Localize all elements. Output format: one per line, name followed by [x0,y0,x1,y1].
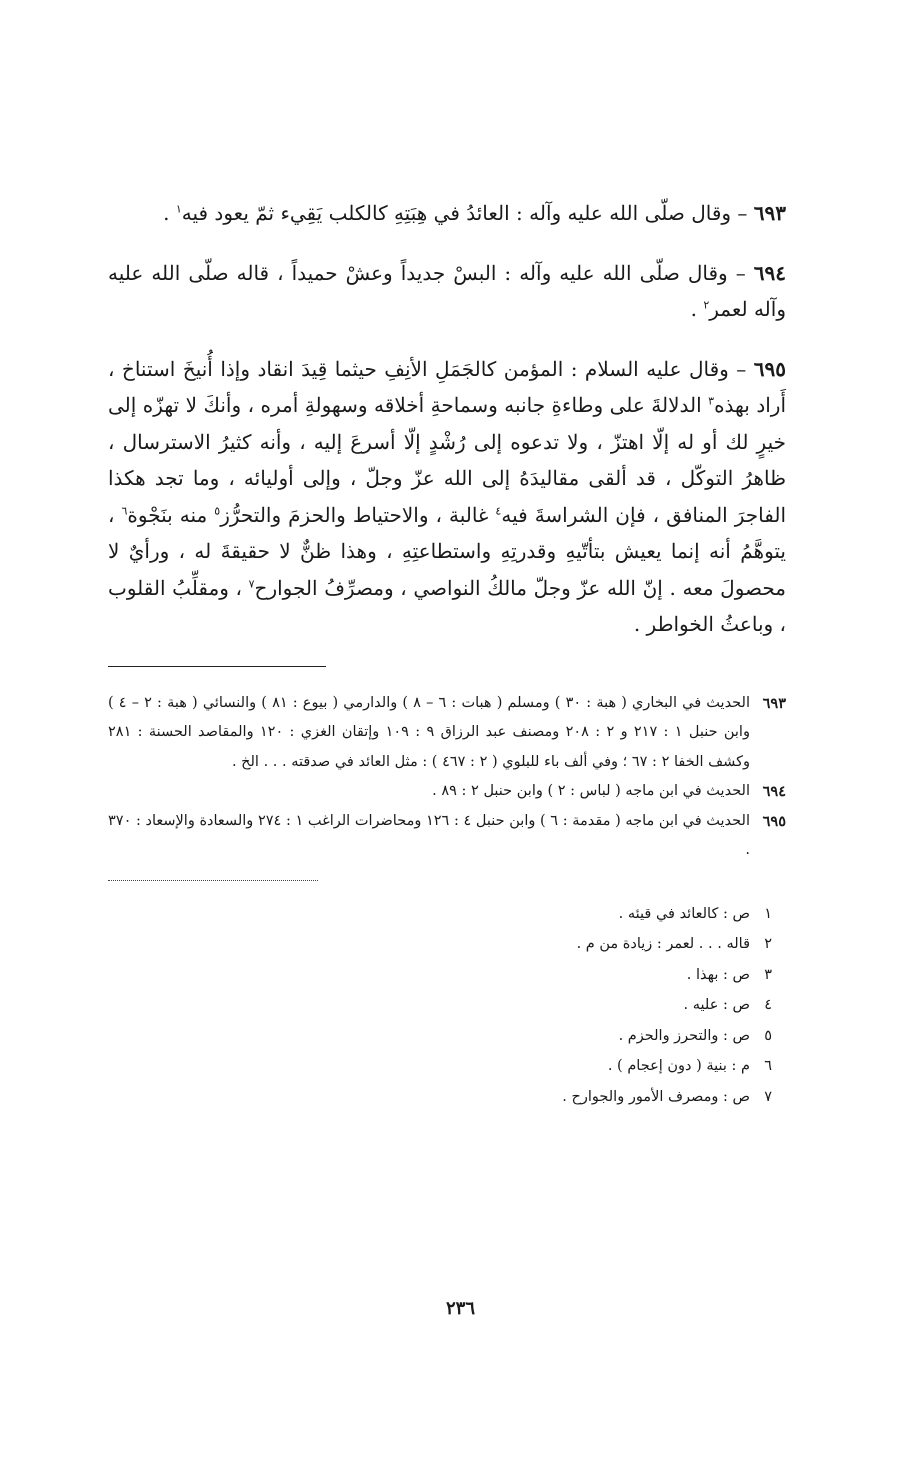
footnote-mark: ٣ [708,394,715,408]
note-number: ٥ [764,1027,772,1044]
reference-item [108,777,786,807]
note-number: ٢ [764,936,772,952]
note-text: ص : كالعائد في قيئه . [618,905,750,922]
hadith-text: وقال صلّى الله عليه وآله : العائدُ في هِبَتِهِ كالكلب يَقِيء ثمّ يعود فيه [181,201,732,225]
hadith-entry-695 [108,351,786,643]
footnote-mark: ٢ [703,298,710,312]
note-item [108,1082,786,1113]
hadith-dash: – [728,356,754,381]
note-item [108,1021,786,1052]
note-item [108,1051,786,1082]
hadith-number: ٦٩٣ [753,201,786,225]
reference-text: الحديث في البخاري ( هبة : ٣٠ ) ومسلم ( هبات : ٦ – ٨ ) والدارمي ( بيوع : ٨١ ) والنسائي ( هبة : ٢ – ٤ ) وابن حنبل ١ : ٢١٧ و ٢ : ٢٠٨ ومصنف عبد الرزاق ٩ : ١٠٩ وإتقان الغزي : ١٢٠ والمقاصد الحسنة : ٢٨١ وكشف الخفا ٢ : ٦٧ ؛ وفي ألف باء للبلوي ( ٢ : ٤٦٧ ) : مثل العائد في صدقته . . . الخ . [108,694,750,770]
note-text: ص : ومصرف الأمور والجوارح . [562,1088,750,1105]
page-body [108,195,786,1112]
hadith-text: غالبة ، والاحتياط والحزمَ والتحرُّز [220,502,496,527]
footnote-mark: ٤ [495,503,502,517]
note-number: ١ [764,905,772,922]
reference-text: الحديث في ابن ماجه ( مقدمة : ٦ ) وابن حنبل ٤ : ١٢٦ ومحاضرات الراغب ١ : ٢٧٤ والسعادة والإسعاد : ٣٧٠ . [108,812,750,858]
reference-number: ٦٩٣ [762,694,786,712]
separator-rule [108,666,326,667]
note-text: قاله . . . لعمر : زيادة من م . [576,936,750,952]
note-text: ص : عليه . [683,997,750,1013]
hadith-text: وقال صلّى الله عليه وآله : البسْ جديداً وعشْ حميداً ، قاله صلّى الله عليه وآله لعمر [108,260,786,321]
footnote-mark: ٦ [121,503,128,517]
dotted-separator [108,880,318,881]
note-text: ص : بهذا . [686,966,750,983]
note-item [108,990,786,1021]
hadith-ending: . [163,201,176,225]
hadith-text: ، يتوهَّمُ أنه إنما يعيش بتأتّيهِ وقدرتِهِ واستطاعتِهِ ، وهذا ظنٌّ لا حقيقةَ له ، ورأيٌ لا محصولَ معه . إنّ الله عزّ وجلّ مالكُ النواصي ، ومصرِّفُ الجوارح [108,502,786,600]
hadith-entry-694 [108,255,786,328]
reference-item [108,807,786,866]
footnote-mark: ٥ [214,503,221,517]
page-number: ٢٣٦ [445,1298,475,1319]
footnote-mark: ١ [175,202,182,216]
hadith-dash: – [731,201,754,225]
footnote-mark: ٧ [248,576,255,590]
dotted-separator-wrap [108,880,786,881]
note-text: ص : والتحرز والحزم . [618,1027,750,1044]
notes-section [108,899,786,1113]
note-number: ٦ [764,1058,772,1074]
hadith-number: ٦٩٥ [753,356,786,381]
note-text: م : بنية ( دون إعجام ) . [607,1058,750,1074]
note-item [108,899,786,930]
hadith-dash: – [727,260,754,285]
hadith-entry-693 [108,195,786,232]
note-item [108,929,786,960]
reference-number: ٦٩٥ [762,812,786,830]
references-section [108,689,786,866]
hadith-ending: . [690,297,704,321]
note-number: ٣ [764,966,772,983]
hadith-text: منه بنَجْوة [127,502,215,527]
reference-text: الحديث في ابن ماجه ( لباس : ٢ ) وابن حنبل ٢ : ٨٩ . [432,783,750,799]
note-number: ٤ [764,997,772,1013]
note-number: ٧ [764,1088,772,1105]
hadith-number: ٦٩٤ [753,260,786,285]
reference-number: ٦٩٤ [762,783,786,800]
reference-item [108,689,786,778]
separator-rule-wrap [108,666,786,667]
hadith-text: وقال عليه السلام : المؤمن كالجَمَلِ الأنِفِ حيثما قِيدَ انقاد وإذا أُنيخَ استناخ ، أَراد بهذه [108,356,786,417]
hadith-text: الدلالةَ على وطاءةِ جانبه وسماحةِ أخلاقه وسهولةِ أمره ، وأنكَ لا تهزّه إلى خيرٍ لك أو له إلّا اهتزّ ، ولا تدعوه إلى رُشْدٍ إلّا أسرعَ إليه ، وأنه كثيرُ الاسترسال ، ظاهرُ التوكّل ، قد ألقى مقاليدَهُ إلى الله عزّ وجلّ ، وإلى أوليائه ، وما تجد هكذا الفاجرَ المنافق ، فإن الشراسةَ فيه [108,393,787,527]
note-item [108,960,786,991]
hadith-text: ، ومقلِّبُ القلوب ، وباعثُ الخواطر . [108,575,786,636]
